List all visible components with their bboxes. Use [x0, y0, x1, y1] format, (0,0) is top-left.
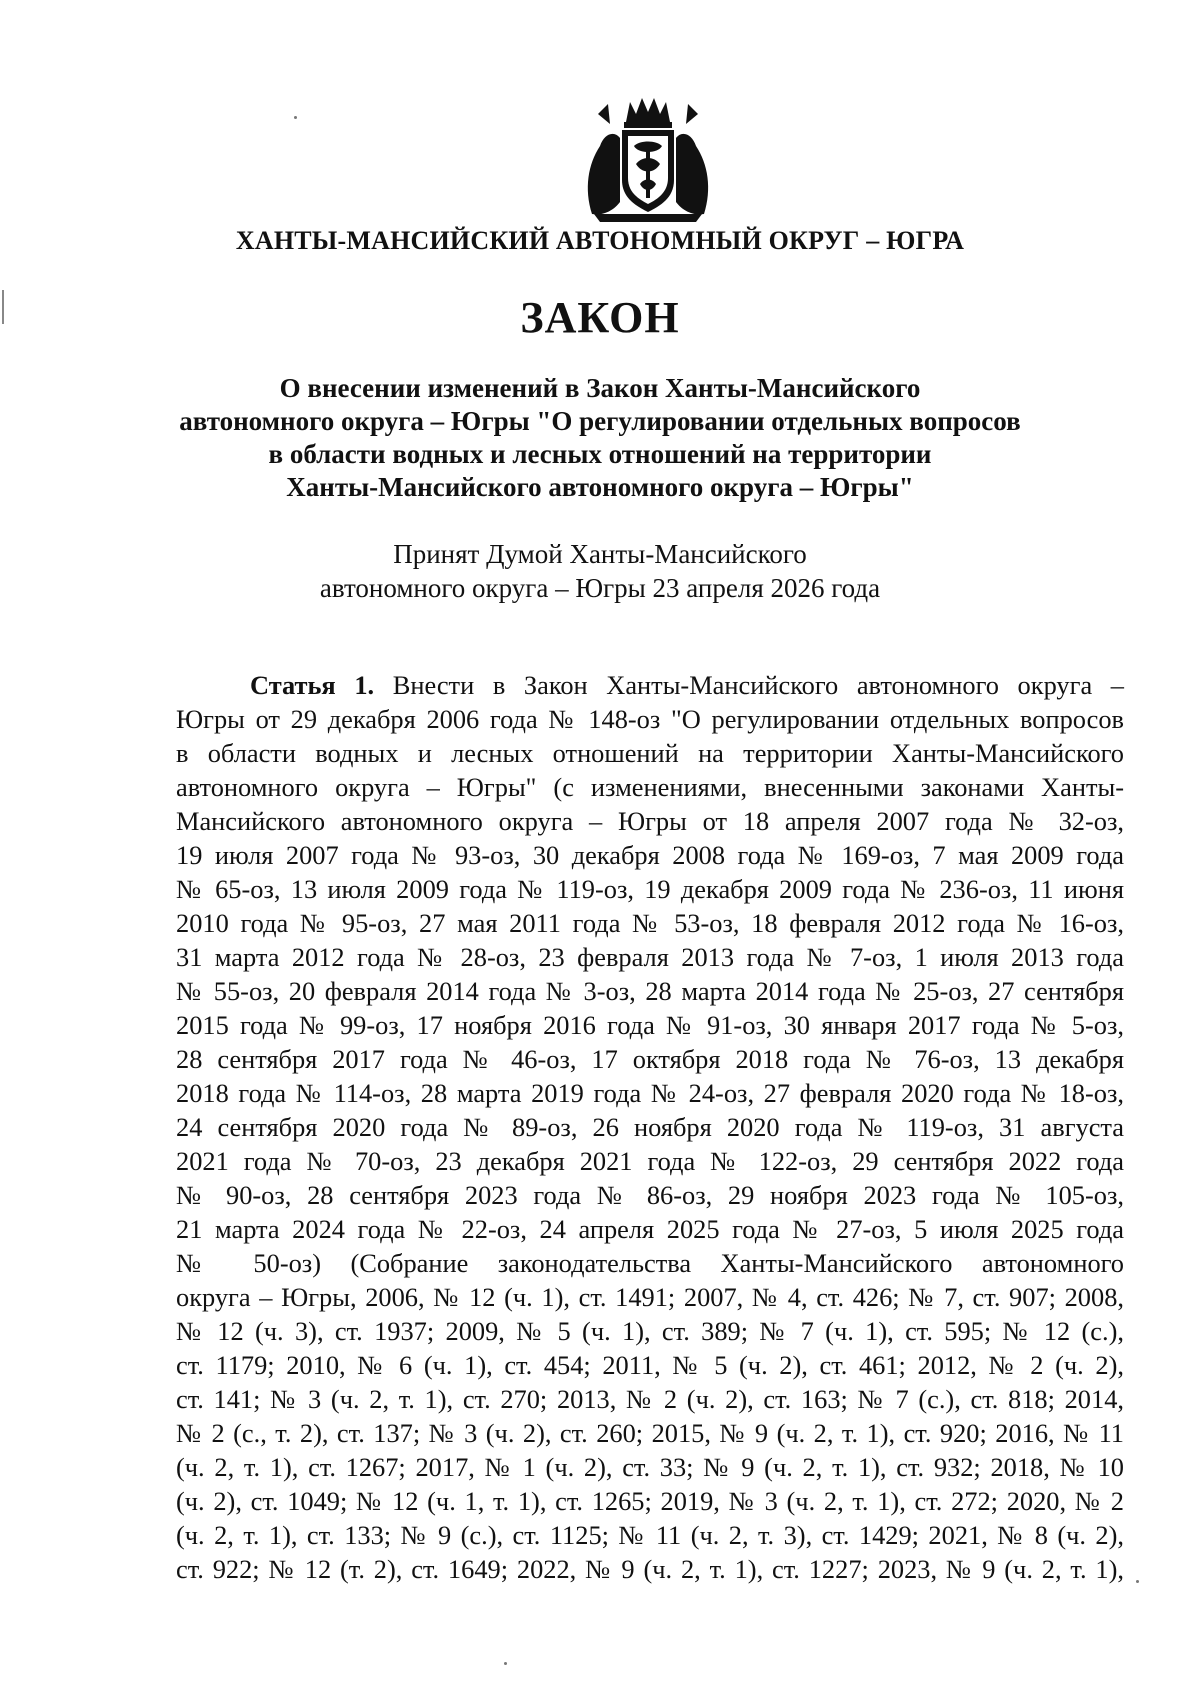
article-line: № 2 (с., т. 2), ст. 137; № 3 (ч. 2), ст. 260; 2015, № 9 (ч. 2, т. 1), ст. 920; 2016, № 11 [176, 1418, 1124, 1448]
article-1 [176, 668, 1124, 1586]
adoption-line: автономного округа – Югры 23 апреля 2026 года [319, 573, 881, 603]
law-title-line: в области водных и лесных отношений на территории [268, 439, 932, 469]
article-label: Статья 1. [250, 670, 375, 700]
article-line: № 65-оз, 13 июля 2009 года № 119-оз, 19 декабря 2009 года № 236-оз, 11 июня [176, 874, 1124, 904]
article-line: 21 марта 2024 года № 22-оз, 24 апреля 2025 года № 27-оз, 5 июля 2025 года [176, 1214, 1124, 1244]
law-title [160, 372, 1040, 504]
law-title-line: О внесении изменений в Закон Ханты-Мансийского [279, 373, 921, 403]
region-name: ХАНТЫ-МАНСИЙСКИЙ АВТОНОМНЫЙ ОКРУГ – ЮГРА [235, 226, 965, 255]
article-line: ст. 141; № 3 (ч. 2, т. 1), ст. 270; 2013, № 2 (ч. 2), ст. 163; № 7 (с.), ст. 818; 2014, [176, 1384, 1124, 1414]
article-line: ст. 922; № 12 (т. 2), ст. 1649; 2022, № 9 (ч. 2, т. 1), ст. 1227; 2023, № 9 (ч. 2, т. 1), [176, 1554, 1124, 1584]
article-first-line [176, 668, 1124, 702]
article-line: ст. 1179; 2010, № 6 (ч. 1), ст. 454; 2011, № 5 (ч. 2), ст. 461; 2012, № 2 (ч. 2), [176, 1350, 1124, 1380]
article-line: (ч. 2, т. 1), ст. 1267; 2017, № 1 (ч. 2), ст. 33; № 9 (ч. 2, т. 1), ст. 932; 2018, № 10 [176, 1452, 1124, 1482]
article-line: № 55-оз, 20 февраля 2014 года № 3-оз, 28 марта 2014 года № 25-оз, 27 сентября [176, 976, 1124, 1006]
article-line: № 50-оз) (Собрание законодательства Ханты-Мансийского автономного [176, 1248, 1124, 1278]
article-line: автономного округа – Югры" (с изменениями, внесенными законами Ханты- [176, 772, 1124, 802]
article-line: 2015 года № 99-оз, 17 ноября 2016 года № 91-оз, 30 января 2017 года № 5-оз, [176, 1010, 1124, 1040]
law-title-line: автономного округа – Югры "О регулировании отдельных вопросов [179, 406, 1021, 436]
adoption-line: Принят Думой Ханты-Мансийского [393, 539, 807, 569]
article-line: 28 сентября 2017 года № 46-оз, 17 октября 2018 года № 76-оз, 13 декабря [176, 1044, 1124, 1074]
article-line: (ч. 2), ст. 1049; № 12 (ч. 1, т. 1), ст. 1265; 2019, № 3 (ч. 2, т. 1), ст. 272; 2020, № 2 [176, 1486, 1124, 1516]
article-line: 2010 года № 95-оз, 27 мая 2011 года № 53-оз, 18 февраля 2012 года № 16-оз, [176, 908, 1124, 938]
document-type: ЗАКОН [520, 293, 680, 342]
article-first-line-text: Внести в Закон Ханты-Мансийского автономного округа – [392, 670, 1124, 700]
article-line: № 12 (ч. 3), ст. 1937; 2009, № 5 (ч. 1), ст. 389; № 7 (ч. 1), ст. 595; № 12 (с.), [176, 1316, 1124, 1346]
article-line: Мансийского автономного округа – Югры от 18 апреля 2007 года № 32-оз, [176, 806, 1124, 836]
article-line: в области водных и лесных отношений на территории Ханты-Мансийского [176, 738, 1124, 768]
law-title-line: Ханты-Мансийского автономного округа – Югры" [286, 472, 914, 502]
article-line: округа – Югры, 2006, № 12 (ч. 1), ст. 1491; 2007, № 4, ст. 426; № 7, ст. 907; 2008, [176, 1282, 1124, 1312]
article-line: 31 марта 2012 года № 28-оз, 23 февраля 2013 года № 7-оз, 1 июля 2013 года [176, 942, 1124, 972]
article-line: (ч. 2, т. 1), ст. 133; № 9 (с.), ст. 1125; № 11 (ч. 2, т. 3), ст. 1429; 2021, № 8 (ч. 2), [176, 1520, 1124, 1550]
scan-dot [1136, 1580, 1139, 1583]
article-line: 2018 года № 114-оз, 28 марта 2019 года № 24-оз, 27 февраля 2020 года № 18-оз, [176, 1078, 1124, 1108]
article-line: 24 сентября 2020 года № 89-оз, 26 ноября 2020 года № 119-оз, 31 августа [176, 1112, 1124, 1142]
article-line: Югры от 29 декабря 2006 года № 148-оз "О регулировании отдельных вопросов [176, 704, 1124, 734]
scan-edge-mark [2, 290, 4, 324]
scan-dot [504, 1662, 507, 1665]
article-line: 2021 года № 70-оз, 23 декабря 2021 года № 122-оз, 29 сентября 2022 года [176, 1146, 1124, 1176]
article-line: 19 июля 2007 года № 93-оз, 30 декабря 2008 года № 169-оз, 7 мая 2009 года [176, 840, 1124, 870]
article-line: № 90-оз, 28 сентября 2023 года № 86-оз, 29 ноября 2023 года № 105-оз, [176, 1180, 1124, 1210]
adoption-note [300, 537, 900, 605]
scan-dot [294, 116, 297, 119]
khmao-coat-of-arms-icon [574, 94, 722, 224]
